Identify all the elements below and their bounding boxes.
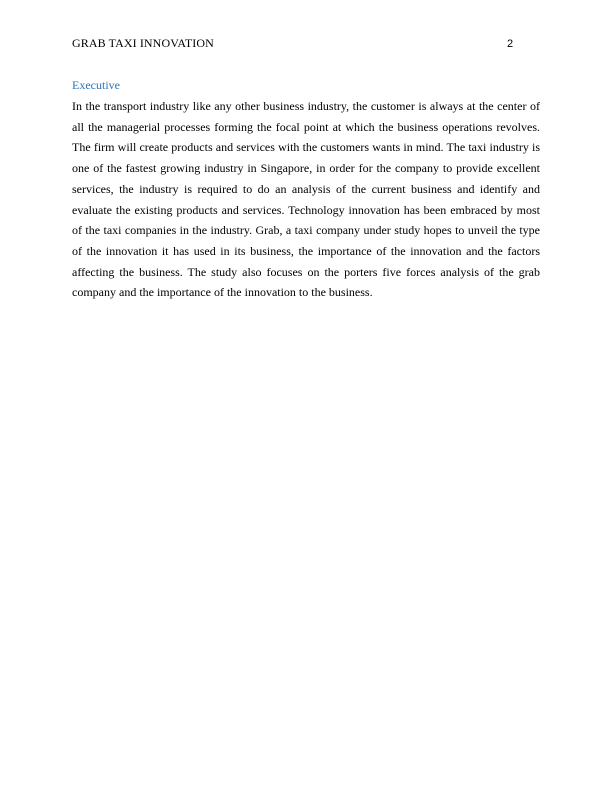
section-heading: Executive [72,78,120,92]
running-head: GRAB TAXI INNOVATION [72,36,214,50]
page-number: 2 [507,38,514,50]
body-paragraph: In the transport industry like any other business industry, the customer is always at the center of all the managerial processes forming the focal point at which the business operations revolves. The firm will create products and services with the customers wants in mind. The taxi industry is one of the fastest growing industry in Singapore, in order for the company to provide excellent services, the industry is required to do an analysis of the current business and identify and evaluate the existing products and services. Technology innovation has been embraced by most of the taxi companies in the industry. Grab, a taxi company under study hopes to unveil the type of the innovation it has used in its business, the importance of the innovation and the factors affecting the business. The study also focuses on the porters five forces analysis of the grab company and the importance of the innovation to the business. [72,99,540,300]
